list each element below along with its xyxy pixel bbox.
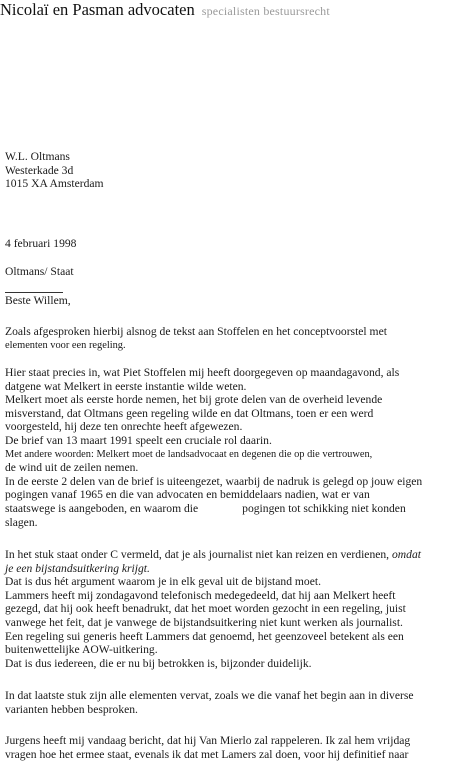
recipient-street: Westerkade 3d [5, 163, 74, 177]
firm-tagline: specialisten bestuursrecht [201, 4, 330, 18]
paragraph-line-italic: je een bijstandsuitkering krijgt. [5, 561, 150, 575]
paragraph-line: elementen voor een regeling. [5, 339, 126, 351]
paragraph-3 [5, 548, 445, 670]
paragraph-line-italic: omdat [391, 548, 421, 561]
paragraph-line: voorgesteld, hij deze ten onrechte heeft afgewezen. [5, 420, 243, 434]
paragraph-4 [5, 689, 445, 716]
paragraph-line: Hier staat precies in, wat Piet Stoffelen mij heeft doorgegeven op maandagavond, als [5, 366, 400, 379]
paragraph-line: slagen. [5, 515, 38, 529]
recipient-city: 1015 XA Amsterdam [5, 177, 104, 191]
paragraph-line: misverstand, dat Oltmans geen regeling wilde en dat Oltmans, toen er een werd [5, 406, 374, 420]
letter-reference: Oltmans/ Staat [5, 265, 74, 278]
paragraph-line [5, 548, 445, 562]
paragraph-line-part: In het stuk staat onder C vermeld, dat je als journalist niet kan reizen en verdienen, [5, 548, 390, 561]
letter-date: 4 februari 1998 [5, 237, 77, 250]
recipient-address [5, 150, 104, 191]
paragraph-line: Een regeling sui generis heeft Lammers dat genoemd, het geenzoveel betekent als een [5, 629, 404, 643]
paragraph-line: In de eerste 2 delen van de brief is uiteengezet, waarbij de nadruk is gelegd op jouw eigen [5, 474, 423, 488]
letterhead [0, 0, 330, 20]
paragraph-line: varianten hebben besproken. [5, 702, 138, 716]
paragraph-line: Jurgens heeft mij vandaag bericht, dat hij Van Mierlo zal rappeleren. Ik zal hem vrijdag [5, 734, 411, 747]
paragraph-line: Zoals afgesproken hierbij alsnog de tekst aan Stoffelen en het conceptvoorstel met [5, 325, 387, 338]
paragraph-1 [5, 325, 445, 352]
paragraph-line: vragen hoe het ermee staat, evenals ik dat met Lamers zal doen, voor hij definitief naar [5, 747, 409, 761]
paragraph-line: buitenwettelijke AOW-uitkering. [5, 643, 158, 657]
paragraph-line: de wind uit de zeilen nemen. [5, 461, 139, 475]
paragraph-2 [5, 366, 445, 529]
paragraph-line-part: staatswege is aangeboden, en waarom die [5, 501, 199, 515]
paragraph-line-part: pogingen tot schikking niet konden [242, 501, 406, 515]
paragraph-line: Met andere woorden: Melkert moet de landsadvocaat en degenen die op die vertrouwen, [5, 448, 373, 460]
paragraph-line: gezegd, dat hij ook heeft benadrukt, dat het moet worden gezocht in een regeling, juist [5, 602, 406, 616]
paragraph-line: Lammers heeft mij zondagavond telefonisch medegedeeld, dat hij aan Melkert heeft [5, 588, 396, 602]
paragraph-5 [5, 734, 445, 761]
paragraph-line: Melkert moet als eerste horde nemen, het bij grote delen van de overheid levende [5, 393, 383, 407]
paragraph-line: Dat is dus hét argument waarom je in elk geval uit de bijstand moet. [5, 575, 321, 589]
paragraph-line: In dat laatste stuk zijn alle elementen vervat, zoals we die vanaf het begin aan in diverse [5, 689, 414, 702]
salutation: Beste Willem, [5, 294, 71, 307]
paragraph-line: De brief van 13 maart 1991 speelt een cruciale rol daarin. [5, 433, 272, 447]
recipient-name: W.L. Oltmans [5, 150, 70, 163]
paragraph-line: pogingen vanaf 1965 en die van advocaten en bemiddelaars nadien, wat er van [5, 488, 370, 502]
paragraph-line: Dat is dus iedereen, die er nu bij betrokken is, bijzonder duidelijk. [5, 656, 312, 670]
paragraph-line [5, 562, 445, 576]
reference-underline [5, 292, 63, 293]
paragraph-line: vanwege het feit, dat je vanwege de bijstandsuitkering niet kunt werken als journalist. [5, 615, 403, 629]
paragraph-line [5, 502, 445, 516]
firm-name: Nicolaï en Pasman advocaten [0, 0, 195, 19]
paragraph-line: datgene wat Melkert in eerste instantie wilde weten. [5, 379, 247, 393]
